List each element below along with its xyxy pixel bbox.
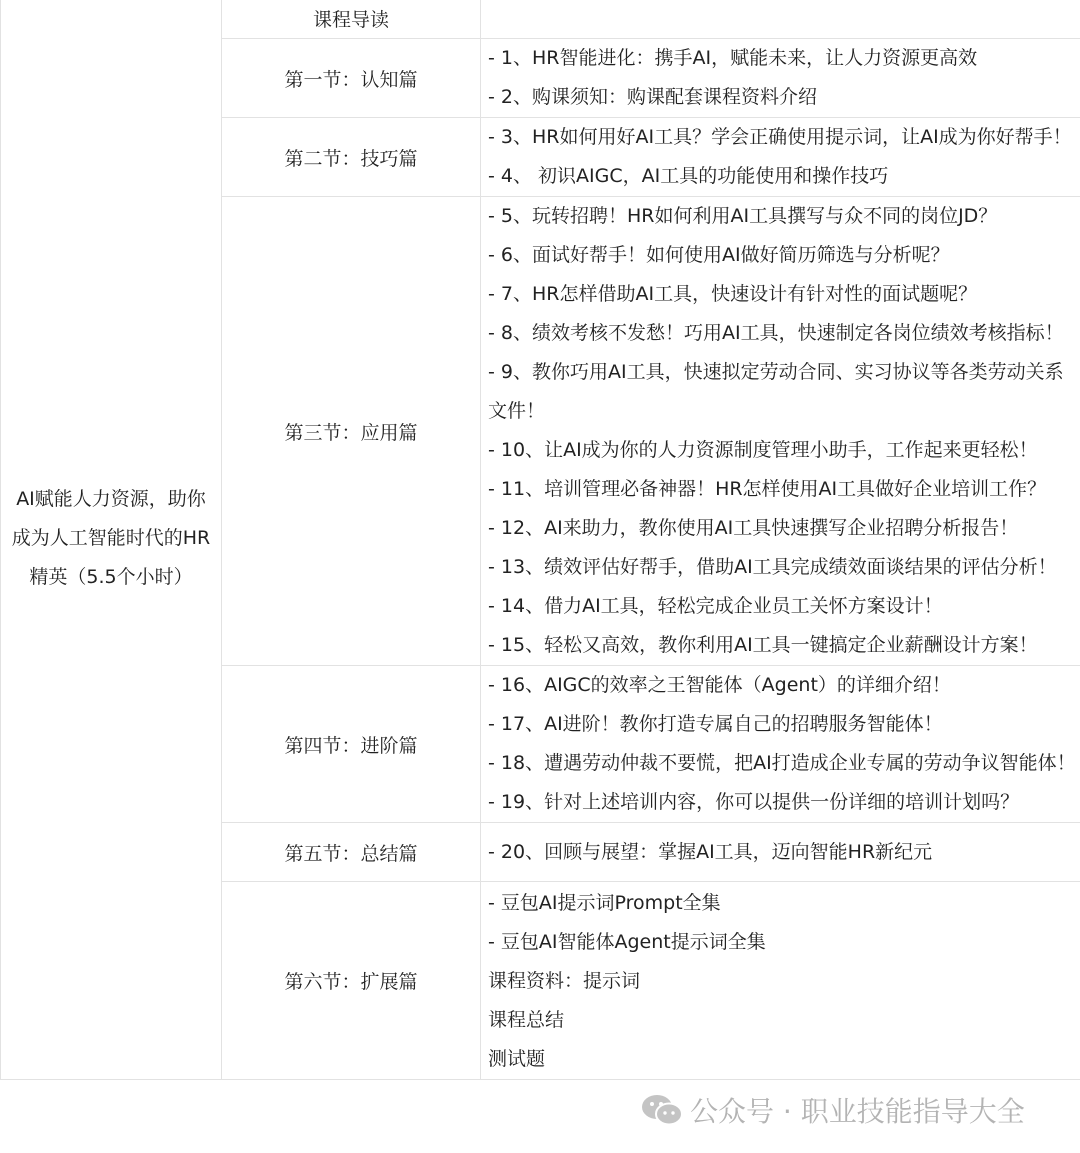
lesson-list [481, 823, 1080, 882]
lesson-list [481, 882, 1080, 1080]
lesson-item: - 9、教你巧用AI工具，快速拟定劳动合同、实习协议等各类劳动关系文件！ [488, 361, 1064, 422]
lesson-list [481, 197, 1080, 666]
watermark [640, 1090, 1025, 1130]
lesson-item: - 13、绩效评估好帮手，借助AI工具完成绩效面谈结果的评估分析！ [488, 556, 1057, 578]
section-name: 第五节：总结篇 [222, 823, 481, 882]
header-cell-guide [222, 0, 481, 39]
lesson-item: - 16、AIGC的效率之王智能体（Agent）的详细介绍！ [488, 674, 951, 696]
lesson-item: - 1、HR智能进化：携手AI，赋能未来，让人力资源更高效 [488, 47, 978, 69]
lesson-item: - 6、面试好帮手！如何使用AI做好简历筛选与分析呢？ [488, 244, 950, 266]
section-name: 第六节：扩展篇 [222, 882, 481, 1080]
lesson-list [481, 666, 1080, 823]
lesson-item: - 豆包AI智能体Agent提示词全集 [488, 931, 766, 953]
section-name: 第一节：认知篇 [222, 39, 481, 118]
section-name: 第二节：技巧篇 [222, 118, 481, 197]
header-cell-empty [481, 0, 1080, 39]
section-name: 第四节：进阶篇 [222, 666, 481, 823]
table-header-row [1, 0, 1080, 39]
lesson-item: - 10、让AI成为你的人力资源制度管理小助手，工作起来更轻松！ [488, 439, 1038, 461]
lesson-item: - 5、玩转招聘！HR如何利用AI工具撰写与众不同的岗位JD？ [488, 205, 998, 227]
header-label: 课程导读 [312, 8, 389, 31]
lesson-item: - 3、HR如何用好AI工具？学会正确使用提示词，让AI成为你好帮手！ [488, 126, 1072, 148]
lesson-item: - 17、AI进阶！教你打造专属自己的招聘服务智能体！ [488, 713, 943, 735]
course-title-cell [1, 0, 222, 1080]
lesson-item: - 14、借力AI工具，轻松完成企业员工关怀方案设计！ [488, 595, 943, 617]
wechat-icon [640, 1092, 684, 1128]
lesson-item: - 4、 初识AIGC，AI工具的功能使用和操作技巧 [488, 165, 889, 187]
lesson-item: - 2、购课须知：购课配套课程资料介绍 [488, 86, 817, 108]
lesson-item: 课程总结 [488, 1009, 565, 1031]
lesson-item: - 19、针对上述培训内容，你可以提供一份详细的培训计划吗？ [488, 791, 1020, 813]
lesson-item: - 20、回顾与展望：掌握AI工具，迈向智能HR新纪元 [488, 840, 933, 863]
lesson-item: 课程资料：提示词 [488, 970, 641, 992]
lesson-item: - 7、HR怎样借助AI工具，快速设计有针对性的面试题呢？ [488, 283, 978, 305]
lesson-list [481, 118, 1080, 197]
lesson-item: - 18、遭遇劳动仲裁不要慌，把AI打造成企业专属的劳动争议智能体！ [488, 752, 1076, 774]
lesson-item: - 11、培训管理必备神器！HR怎样使用AI工具做好企业培训工作？ [488, 478, 1047, 500]
section-name: 第三节：应用篇 [222, 197, 481, 666]
lesson-item: - 8、绩效考核不发愁！巧用AI工具，快速制定各岗位绩效考核指标！ [488, 322, 1064, 344]
course-title: AI赋能人力资源，助你成为人工智能时代的HR精英（5.5个小时） [11, 488, 211, 588]
lesson-item: - 15、轻松又高效，教你利用AI工具一键搞定企业薪酬设计方案！ [488, 634, 1038, 656]
lesson-item: - 12、AI来助力，教你使用AI工具快速撰写企业招聘分析报告！ [488, 517, 1019, 539]
watermark-text: 公众号 · 职业技能指导大全 [690, 1095, 1025, 1128]
lesson-item: - 豆包AI提示词Prompt全集 [488, 892, 721, 914]
lesson-list [481, 39, 1080, 118]
lesson-item: 测试题 [488, 1048, 546, 1070]
